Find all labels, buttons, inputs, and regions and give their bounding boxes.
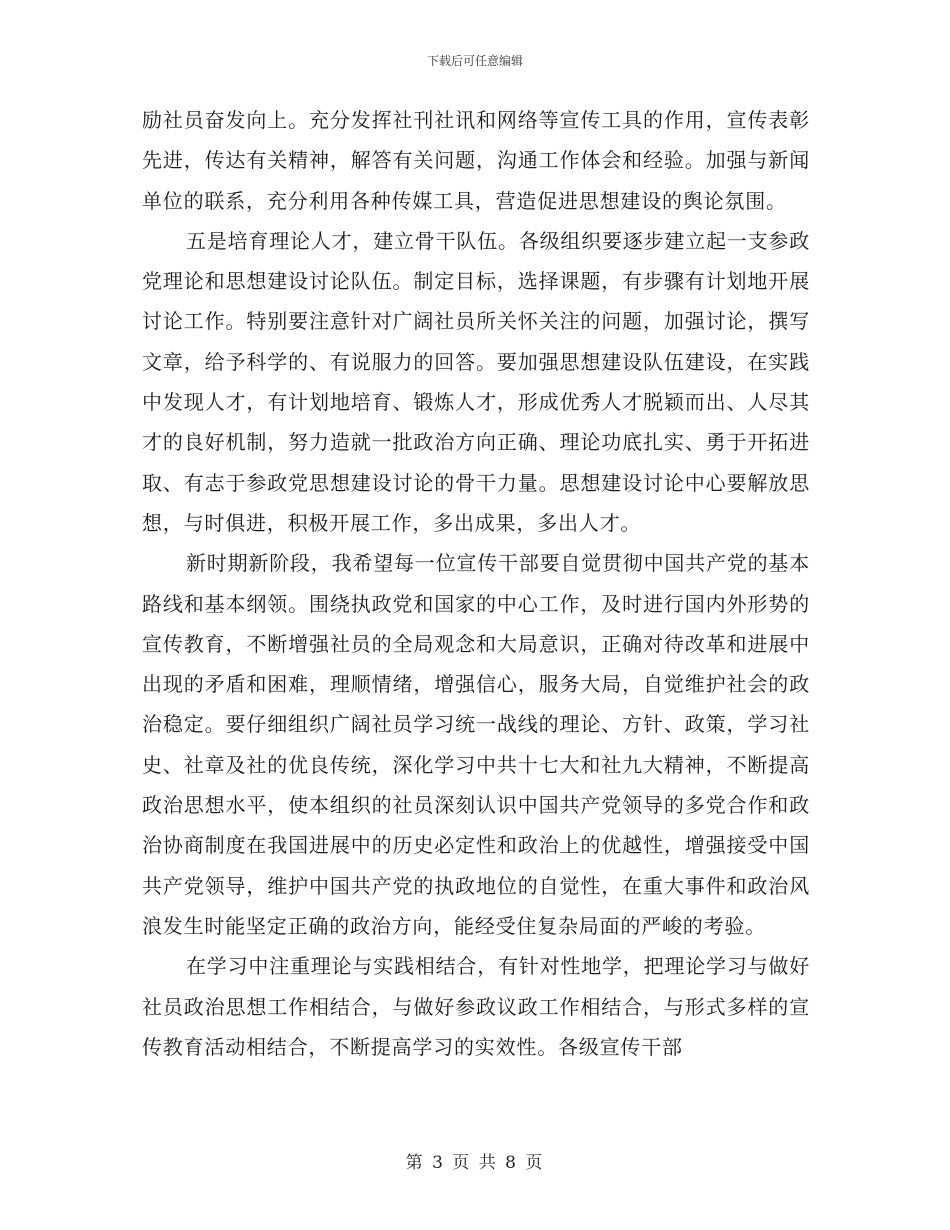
- document-body: [142, 100, 810, 1067]
- paragraph-continuation: 励社员奋发向上。充分发挥社刊社讯和网络等宣传工具的作用，宣传表彰先进，传达有关精神，解答有关问题，沟通工作体会和经验。加强与新闻单位的联系，充分利用各种传媒工具，营造促进思想建设的舆论氛围。: [142, 108, 810, 213]
- paragraph-theory-practice: 在学习中注重理论与实践相结合，有针对性地学，把理论学习与做好社员政治思想工作相结合，与做好参政议政工作相结合，与形式多样的宣传教育活动相结合，不断提高学习的实效性。各级宣传干部: [142, 954, 810, 1059]
- page-number-footer: 第 3 页 共 8 页: [405, 1153, 545, 1173]
- page-header: 下载后可任意编辑: [426, 54, 523, 68]
- paragraph-talent-cultivation: 五是培育理论人才，建立骨干队伍。各级组织要逐步建立起一支参政党理论和思想建设讨论队伍。制定目标，选择课题，有步骤有计划地开展讨论工作。特别要注意针对广阔社员所关怀关注的问题，加强讨论，撰写文章，给予科学的、有说服力的回答。要加强思想建设队伍建设，在实践中发现人才，有计划地培育、锻炼人才，形成优秀人才脱颖而出、人尽其才的良好机制，努力造就一批政治方向正确、理论功底扎实、勇于开拓进取、有志于参政党思想建设讨论的骨干力量。思想建设讨论中心要解放思想，与时俱进，积极开展工作，多出成果，多出人才。: [142, 228, 810, 535]
- paragraph-new-period: 新时期新阶段，我希望每一位宣传干部要自觉贯彻中国共产党的基本路线和基本纲领。围绕执政党和国家的中心工作，及时进行国内外形势的宣传教育，不断增强社员的全局观念和大局意识，正确对待改革和进展中出现的矛盾和困难，理顺情绪，增强信心，服务大局，自觉维护社会的政治稳定。要仔细组织广阔社员学习统一战线的理论、方针、政策，学习社史、社章及社的优良传统，深化学习中共十七大和社九大精神，不断提高政治思想水平，使本组织的社员深刻认识中国共产党领导的多党合作和政治协商制度在我国进展中的历史必定性和政治上的优越性，增强接受中国共产党领导，维护中国共产党的执政地位的自觉性，在重大事件和政治风浪发生时能坚定正确的政治方向，能经受住复杂局面的严峻的考验。: [142, 551, 810, 938]
